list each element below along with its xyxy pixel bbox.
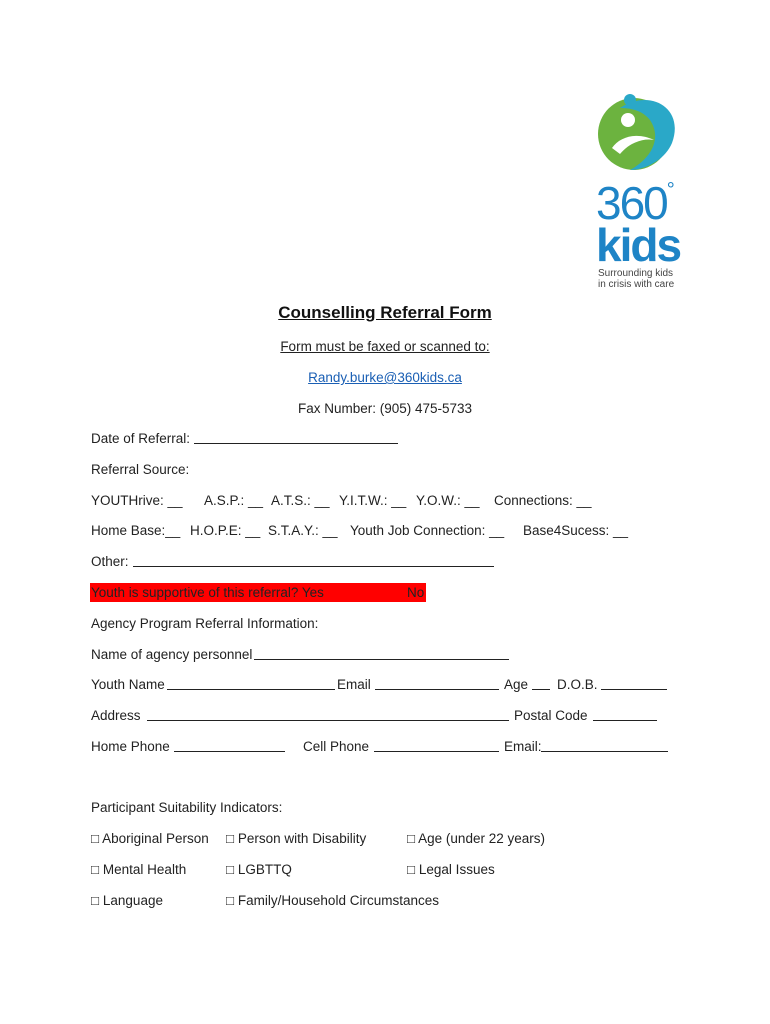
form-instruction: Form must be faxed or scanned to: <box>280 339 490 354</box>
supportive-no[interactable]: No <box>407 585 425 600</box>
indicator-aboriginal[interactable]: □ Aboriginal Person <box>91 831 209 846</box>
indicator-legal[interactable]: □ Legal Issues <box>407 862 495 877</box>
email2-label: Email: <box>504 739 542 754</box>
referral-source-label: Referral Source: <box>91 462 190 477</box>
logo-figure-icon <box>590 88 690 178</box>
email2-field[interactable] <box>541 739 668 752</box>
indicator-lgbttq[interactable]: □ LGBTTQ <box>226 862 292 877</box>
source-ats[interactable]: A.T.S.: __ <box>271 493 330 508</box>
age-label: Age <box>504 677 529 692</box>
cell-phone-field[interactable] <box>374 739 499 752</box>
address-label: Address <box>91 708 141 723</box>
personnel-field[interactable] <box>254 647 509 660</box>
source-stay[interactable]: S.T.A.Y.: __ <box>268 523 338 538</box>
date-label: Date of Referral: <box>91 431 191 446</box>
source-connections[interactable]: Connections: __ <box>494 493 592 508</box>
logo-tagline-2: in crisis with care <box>598 279 675 290</box>
source-yitw[interactable]: Y.I.T.W.: __ <box>339 493 407 508</box>
email-label: Email <box>337 677 371 692</box>
source-youthrive[interactable]: YOUTHrive: __ <box>91 493 183 508</box>
dob-field[interactable] <box>601 677 667 690</box>
address-field[interactable] <box>147 708 509 721</box>
360kids-logo <box>590 88 690 293</box>
postal-field[interactable] <box>593 708 657 721</box>
source-asp[interactable]: A.S.P.: __ <box>204 493 264 508</box>
home-phone-label: Home Phone <box>91 739 170 754</box>
source-youth-job-connection[interactable]: Youth Job Connection: __ <box>350 523 505 538</box>
indicator-language[interactable]: □ Language <box>91 893 163 908</box>
dob-label: D.O.B. <box>557 677 598 692</box>
indicator-age[interactable]: □ Age (under 22 years) <box>407 831 545 846</box>
postal-label: Postal Code <box>514 708 588 723</box>
age-field[interactable] <box>532 677 550 690</box>
personnel-label: Name of agency personnel <box>91 647 253 662</box>
source-yow[interactable]: Y.O.W.: __ <box>416 493 480 508</box>
fax-number: Fax Number: (905) 475-5733 <box>297 401 473 416</box>
source-hope[interactable]: H.O.P.E: __ <box>190 523 261 538</box>
form-title: Counselling Referral Form <box>278 303 492 322</box>
indicator-mental-health[interactable]: □ Mental Health <box>91 862 187 877</box>
source-home-base[interactable]: Home Base:__ <box>91 523 181 538</box>
other-label: Other: <box>91 554 129 569</box>
indicator-family[interactable]: □ Family/Household Circumstances <box>226 893 439 908</box>
cell-phone-label: Cell Phone <box>303 739 370 754</box>
email-link[interactable]: Randy.burke@360kids.ca <box>308 370 462 385</box>
youth-name-label: Youth Name <box>91 677 165 692</box>
other-field[interactable] <box>133 554 494 567</box>
indicators-label: Participant Suitability Indicators: <box>91 800 283 815</box>
youth-name-field[interactable] <box>167 677 335 690</box>
logo-number: 360 <box>596 177 667 229</box>
home-phone-field[interactable] <box>174 739 285 752</box>
source-base4sucess[interactable]: Base4Sucess: __ <box>523 523 629 538</box>
email-field[interactable] <box>375 677 499 690</box>
supportive-question[interactable]: Youth is supportive of this referral? Yes <box>91 585 324 600</box>
logo-degree: ° <box>666 179 673 201</box>
indicator-disability[interactable]: □ Person with Disability <box>226 831 367 846</box>
logo-word: kids <box>596 219 681 271</box>
agency-info-label: Agency Program Referral Information: <box>91 616 319 631</box>
date-field[interactable] <box>194 431 398 444</box>
logo-tagline-1: Surrounding kids <box>598 268 674 279</box>
